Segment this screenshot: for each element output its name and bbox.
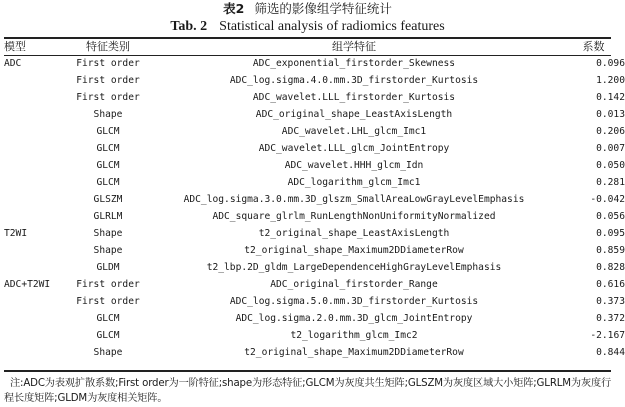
cell-category: First order	[76, 92, 140, 103]
cell-coefficient: -2.167	[590, 330, 625, 341]
caption-label-en: Tab. 2	[170, 19, 208, 34]
cell-model	[4, 174, 56, 191]
table-caption-english	[0, 17, 615, 36]
cell-feature: ADC_square_glrlm_RunLengthNonUniformityNormalized	[212, 211, 496, 222]
cell-model	[4, 293, 56, 310]
cell-category: GLCM	[96, 160, 120, 171]
cell-feature: ADC_original_shape_LeastAxisLength	[255, 109, 453, 120]
cell-category: First order	[76, 75, 140, 86]
table-row	[4, 106, 625, 123]
cell-coefficient: 0.372	[596, 313, 625, 324]
cell-coefficient: 0.616	[596, 279, 625, 290]
cell-coefficient: 0.007	[596, 143, 625, 154]
table-footnote: 注:ADC为表观扩散系数;First order为一阶特征;shape为形态特征;GLCM为灰度共生矩阵;GLSZM为灰度区域大小矩阵;GLRLM为灰度行程长度矩阵;GLDM为灰度相关矩阵。	[4, 378, 612, 404]
cell-feature: ADC_log.sigma.2.0.mm.3D_glcm_JointEntropy	[235, 313, 473, 324]
table-row	[4, 174, 625, 191]
cell-coefficient: 0.095	[596, 228, 625, 239]
bottom-rule	[4, 370, 611, 372]
cell-model	[4, 259, 56, 276]
cell-feature: ADC_wavelet.LLL_glcm_JointEntropy	[258, 143, 450, 154]
cell-coefficient: 0.844	[596, 347, 625, 358]
cell-coefficient: 0.859	[596, 245, 625, 256]
cell-category: First order	[76, 296, 140, 307]
cell-category: GLRLM	[93, 211, 123, 222]
table-caption-chinese	[0, 0, 615, 17]
caption-title-en: Statistical analysis of radiomics features	[219, 19, 445, 34]
table-row	[4, 225, 625, 242]
cell-feature: t2_logarithm_glcm_Imc2	[290, 330, 418, 341]
cell-category: First order	[76, 58, 140, 69]
cell-model	[4, 191, 56, 208]
header-feature: 组学特征	[332, 40, 376, 53]
cell-coefficient: -0.042	[590, 194, 625, 205]
cell-coefficient: 0.206	[596, 126, 625, 137]
cell-category: GLCM	[96, 177, 120, 188]
caption-title-cn: 筛选的影像组学特征统计	[254, 1, 392, 16]
cell-model	[4, 106, 56, 123]
table-row	[4, 259, 625, 276]
cell-coefficient: 0.373	[596, 296, 625, 307]
cell-feature: ADC_exponential_firstorder_Skewness	[252, 58, 456, 69]
header-row	[4, 38, 625, 55]
cell-model	[4, 72, 56, 89]
table-row	[4, 276, 625, 293]
cell-category: GLDM	[96, 262, 120, 273]
cell-category: First order	[76, 279, 140, 290]
radiomics-features-table	[4, 38, 625, 361]
cell-coefficient: 1.200	[596, 75, 625, 86]
table-row	[4, 55, 625, 72]
cell-category: Shape	[93, 245, 123, 256]
cell-model	[4, 157, 56, 174]
cell-coefficient: 0.281	[596, 177, 625, 188]
table-row	[4, 123, 625, 140]
cell-category: Shape	[93, 109, 123, 120]
cell-model: ADC	[4, 58, 22, 69]
cell-category: Shape	[93, 347, 123, 358]
table-row	[4, 157, 625, 174]
header-model: 模型	[4, 40, 26, 53]
cell-category: GLCM	[96, 330, 120, 341]
table-row	[4, 310, 625, 327]
cell-coefficient: 0.096	[596, 58, 625, 69]
cell-model	[4, 327, 56, 344]
cell-model	[4, 123, 56, 140]
cell-category: GLCM	[96, 143, 120, 154]
cell-model	[4, 242, 56, 259]
table-row	[4, 293, 625, 310]
table-row	[4, 191, 625, 208]
cell-feature: t2_original_shape_LeastAxisLength	[258, 228, 450, 239]
cell-feature: ADC_log.sigma.4.0.mm.3D_firstorder_Kurtosis	[229, 75, 479, 86]
caption-label-cn: 表2	[223, 1, 245, 16]
table-body	[4, 55, 625, 361]
cell-feature: t2_original_shape_Maximum2DDiameterRow	[244, 245, 464, 256]
cell-feature: ADC_logarithm_glcm_Imc1	[287, 177, 421, 188]
table-row	[4, 327, 625, 344]
cell-model	[4, 310, 56, 327]
cell-feature: ADC_original_firstorder_Range	[270, 279, 438, 290]
cell-feature: ADC_wavelet.LLL_firstorder_Kurtosis	[252, 92, 456, 103]
cell-category: GLCM	[96, 126, 120, 137]
header-rule	[4, 55, 611, 56]
table-row	[4, 344, 625, 361]
table-row	[4, 89, 625, 106]
table-row	[4, 72, 625, 89]
table-row	[4, 242, 625, 259]
cell-model	[4, 140, 56, 157]
cell-feature: ADC_log.sigma.3.0.mm.3D_glszm_SmallAreaLowGrayLevelEmphasis	[183, 194, 525, 205]
cell-coefficient: 0.828	[596, 262, 625, 273]
cell-model	[4, 89, 56, 106]
header-category: 特征类别	[86, 40, 130, 53]
cell-feature: ADC_wavelet.LHL_glcm_Imc1	[281, 126, 427, 137]
cell-coefficient: 0.013	[596, 109, 625, 120]
cell-category: GLCM	[96, 313, 120, 324]
cell-coefficient: 0.050	[596, 160, 625, 171]
cell-feature: t2_lbp.2D_gldm_LargeDependenceHighGrayLevelEmphasis	[206, 262, 502, 273]
cell-category: GLSZM	[93, 194, 123, 205]
cell-feature: ADC_wavelet.HHH_glcm_Idn	[284, 160, 424, 171]
cell-category: Shape	[93, 228, 123, 239]
header-coefficient: 系数	[582, 40, 605, 53]
cell-model	[4, 344, 56, 361]
cell-coefficient: 0.056	[596, 211, 625, 222]
cell-model	[4, 208, 56, 225]
cell-feature: t2_original_shape_Maximum2DDiameterRow	[244, 347, 464, 358]
table-row	[4, 208, 625, 225]
cell-coefficient: 0.142	[596, 92, 625, 103]
cell-model: T2WI	[4, 228, 28, 239]
cell-feature: ADC_log.sigma.5.0.mm.3D_firstorder_Kurtosis	[229, 296, 479, 307]
table-row	[4, 140, 625, 157]
cell-model: ADC+T2WI	[4, 279, 51, 290]
